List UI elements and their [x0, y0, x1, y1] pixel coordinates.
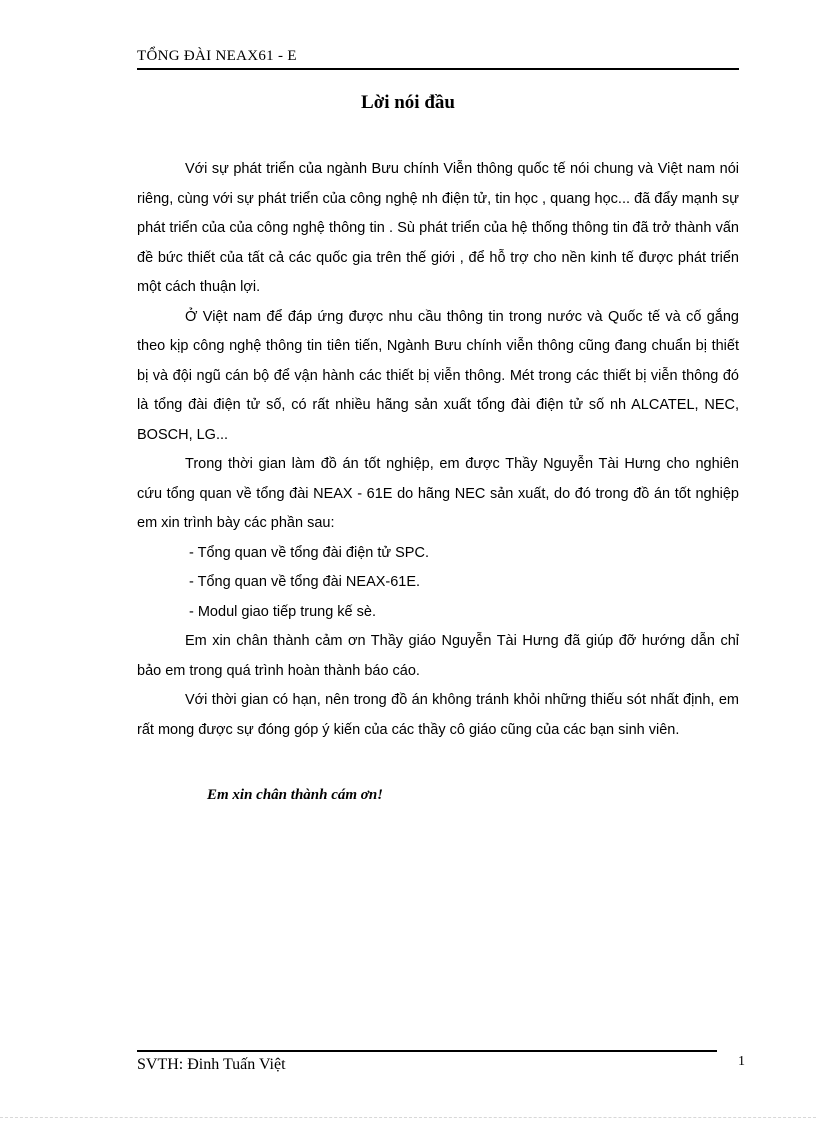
page-edge	[0, 1117, 816, 1118]
page-title: Lời nói đầu	[361, 92, 455, 113]
list-item: - Tổng quan về tổng đài điện tử SPC.	[189, 544, 429, 561]
paragraph-vietnam: Ở Việt nam để đáp ứng được nhu cầu thông tin trong nước và Quốc tế và cố gắng theo kịp công nghệ thông tin tiên tiến, Ngành Bưu chính viễn thông cũng đang chuẩn bị thiết bị và đội ngũ cán bộ để vận hành các thiết bị viễn thông. Mét trong các thiết bị viễn thông đó là tổng đài điện tử số, có rất nhiều hãng sản xuất tổng đài điện tử số nh ALCATEL, NEC, BOSCH, LG...	[137, 308, 739, 443]
paragraph-thesis: Trong thời gian làm đồ án tốt nghiệp, em được Thầy Nguyễn Tài Hưng cho nghiên cứu tổng quan về tổng đài NEAX - 61E do hãng NEC sản xuất, do đó trong đồ án tốt nghiệp em xin trình bày các phần sau:	[137, 456, 739, 531]
paragraph-intro: Với sự phát triển của ngành Bưu chính Viễn thông quốc tế nói chung và Việt nam nói riêng, cùng với sự phát triển của công nghệ nh điện tử, tin học , quang học... đã đẩy mạnh sự phát triển của của công nghệ thông tin . Sù phát triển của hệ thống thông tin đã trở thành vấn đề bức thiết của tất cả các quốc gia trên thế giới , để hỗ trợ cho nền kinh tế được phát triển một cách thuận lợi.	[137, 161, 739, 295]
document-body	[137, 155, 739, 745]
footer-divider	[137, 1050, 717, 1052]
footer-author: SVTH: Đinh Tuấn Việt	[137, 1056, 286, 1073]
paragraph-apology: Với thời gian có hạn, nên trong đồ án không tránh khỏi những thiếu sót nhất định, em rất mong được sự đóng góp ý kiến của các thầy cô giáo cũng của các bạn sinh viên.	[137, 692, 739, 738]
list-item: - Modul giao tiếp trung kế sè.	[189, 603, 376, 620]
closing-line: Em xin chân thành cám ơn!	[207, 787, 384, 803]
page-number: 1	[738, 1054, 745, 1069]
header-text: TỔNG ĐÀI NEAX61 - E	[137, 48, 297, 64]
list-item: - Tổng quan về tổng đài NEAX-61E.	[189, 574, 421, 590]
paragraph-thanks: Em xin chân thành cảm ơn Thầy giáo Nguyễn Tài Hưng đã giúp đỡ hướng dẫn chỉ bảo em trong quá trình hoàn thành báo cáo.	[137, 633, 739, 679]
page-header	[137, 48, 739, 70]
